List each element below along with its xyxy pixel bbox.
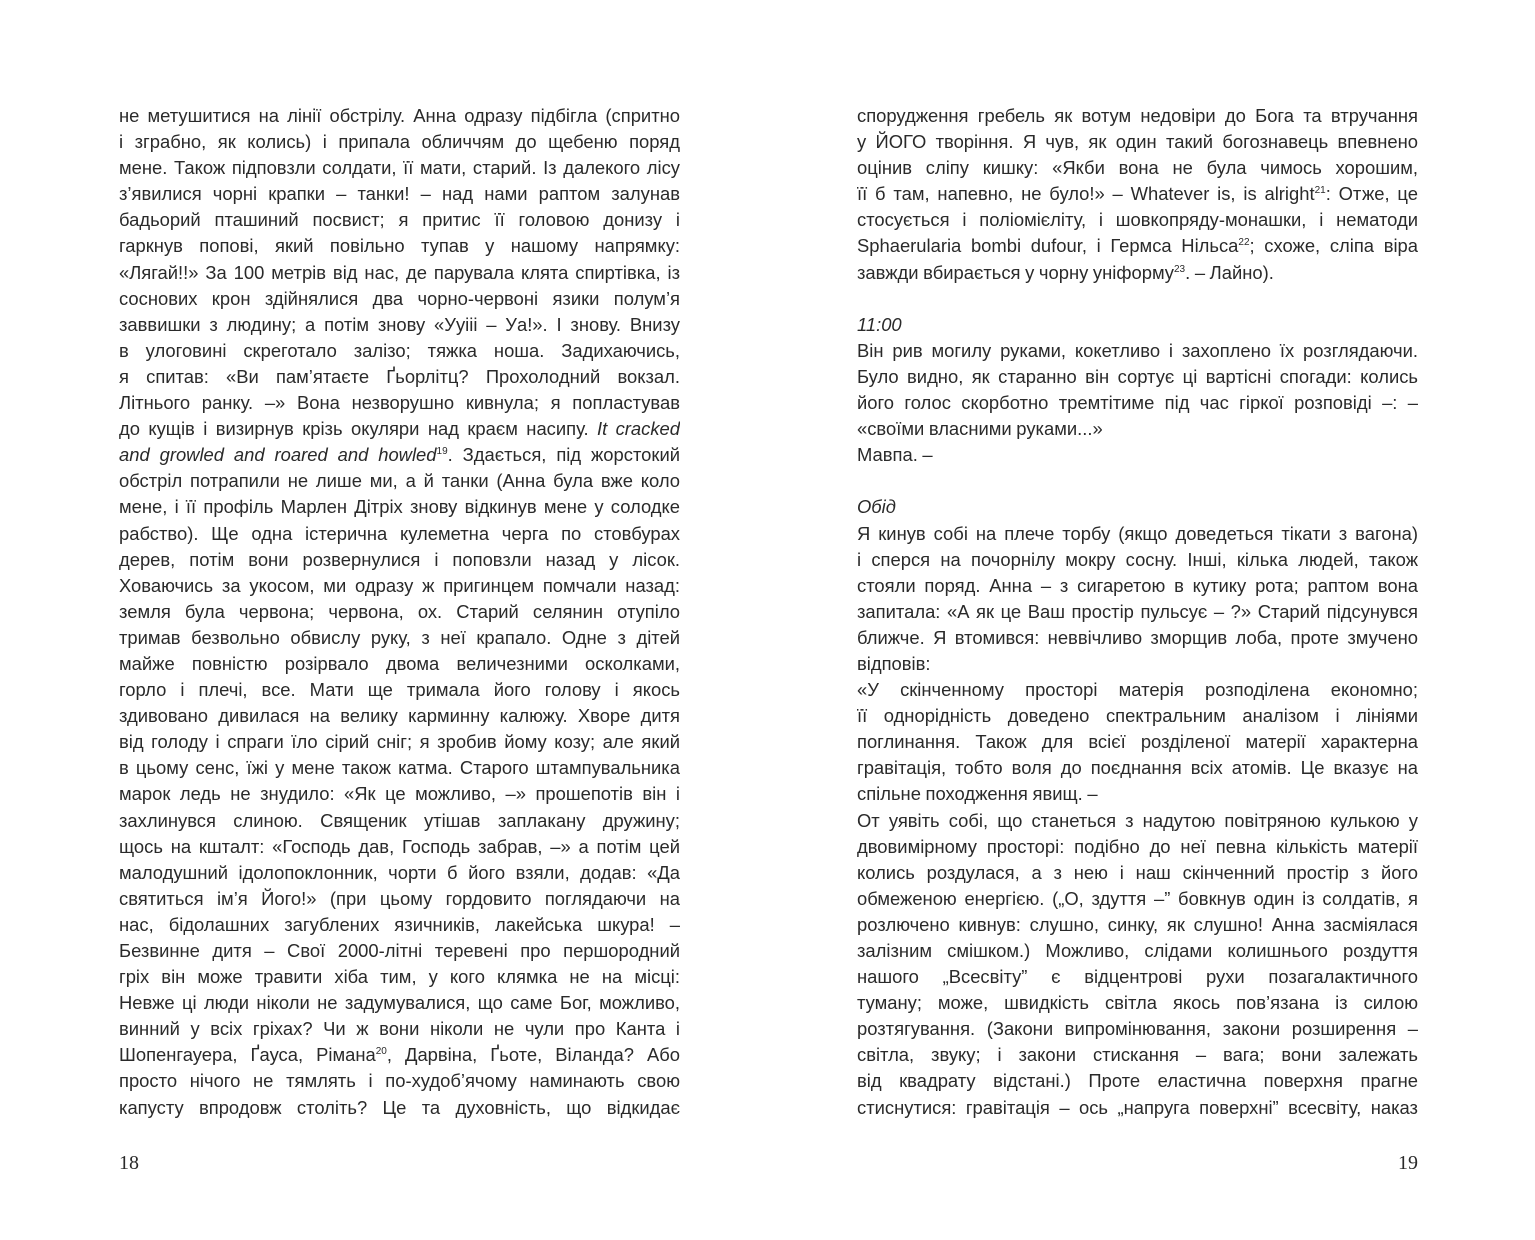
text-line [857, 103, 1418, 129]
text-line [857, 390, 1418, 416]
text-line [857, 1016, 1418, 1042]
text-run: мене, і її профіль Марлен Дітріх знову відкинув мене у солодке [119, 496, 680, 518]
text-run: розлючено кивнув: слушно, синку, як слушно! Анна засміялася [857, 913, 1418, 935]
text-run: гравітація, тобто воля до поєднання всіх атомів. Це вказує на [857, 757, 1418, 779]
right-page-text [857, 103, 1418, 1121]
text-run: двовимірному просторі: подібно до неї певна кількість матерії [857, 835, 1418, 857]
text-line [119, 886, 680, 912]
text-line [857, 129, 1418, 155]
text-run: . Здається, під жорстокий [447, 444, 680, 466]
text-line [119, 260, 680, 286]
text-line [119, 442, 680, 468]
text-line [857, 912, 1418, 938]
text-run: Мавпа. – [857, 444, 933, 466]
text-line [857, 1068, 1418, 1094]
text-line [857, 781, 1418, 807]
text-run: запитала: «А як це Ваш простір пульсує – ?» Старий підсунувся [857, 600, 1418, 622]
text-run: ближче. Я втомився: неввічливо зморщив лоба, проте змучено [857, 626, 1418, 648]
text-line [857, 729, 1418, 755]
text-line [119, 860, 680, 886]
text-line [119, 625, 680, 651]
text-line [119, 129, 680, 155]
text-line [119, 651, 680, 677]
text-line [119, 364, 680, 390]
text-line [119, 207, 680, 233]
text-run: спорудження гребель як вотум недовіри до Бога та втручання [857, 105, 1418, 126]
footnote-marker: 22 [1238, 237, 1250, 249]
text-line [119, 938, 680, 964]
text-line [119, 338, 680, 364]
text-line [857, 521, 1418, 547]
text-line [119, 312, 680, 338]
text-run: мене. Також підповзли солдати, її мати, старий. Із далекого лісу [119, 157, 680, 179]
text-run: марок ледь не знудило: «Як це можливо, –» прошепотів він і [119, 783, 680, 805]
text-run: горло і плечі, все. Мати ще тримала його голову і якось [119, 679, 680, 701]
text-run: з’явилися чорні крапки – танки! – над нами раптом залунав [119, 183, 680, 205]
text-line [857, 990, 1418, 1016]
text-run: оцінив сліпу кишку: «Якби вона не була чимось хорошим, [857, 157, 1418, 179]
text-run: і сперся на почорнілу мокру сосну. Інші, кілька людей, також [857, 548, 1418, 570]
text-run: малодушний ідолопоклонник, чорти б його взяли, додав: «Да [119, 861, 680, 883]
text-line [119, 155, 680, 181]
text-line [857, 703, 1418, 729]
text-line [857, 599, 1418, 625]
text-run: щось на кшталт: «Господь дав, Господь забрав, –» а потім цей [119, 835, 680, 857]
text-run: дерев, потім вони розвернулися і поповзли назад у лісок. [119, 548, 680, 570]
text-line [857, 755, 1418, 781]
text-run: «У скінченному просторі матерія розподілена економно; [857, 679, 1418, 701]
text-run: спільне походження явищ. – [857, 783, 1098, 805]
text-line [857, 181, 1418, 207]
text-line [119, 1095, 680, 1121]
text-run: гріх він може травити хіба тим, у кого клямка не на місці: [119, 966, 680, 988]
text-run: туману; може, швидкість світла якось пов’язана із силою [857, 992, 1418, 1014]
text-line [857, 1095, 1418, 1121]
text-line [119, 599, 680, 625]
text-line [119, 1016, 680, 1042]
text-run: не метушитися на лінії обстрілу. Анна одразу підбігла (спритно [119, 105, 680, 126]
text-line [119, 964, 680, 990]
text-run: нашого „Всесвіту” є відцентрові рухи позагалактичного [857, 966, 1418, 988]
text-line [119, 703, 680, 729]
text-run: стояли поряд. Анна – з сигаретою в кутику рота; раптом вона [857, 574, 1418, 596]
text-line [119, 755, 680, 781]
text-line [857, 260, 1418, 286]
text-line [857, 364, 1418, 390]
text-run: захлинувся слиною. Священик утішав заплакану дружину; [119, 809, 680, 831]
text-run: колись роздулася, а з нею і наш скінченний простір з його [857, 861, 1418, 883]
text-line [119, 547, 680, 573]
blank-line [857, 468, 1418, 494]
text-line [119, 416, 680, 442]
text-run: здивовано дивилася на велику карминну калюжу. Хворе дитя [119, 705, 680, 727]
text-run: Sphaerularia bombi dufour, і Гермса Нільса [857, 235, 1239, 257]
text-run: поглинання. Також для всієї розділеної матерії характерна [857, 731, 1418, 753]
text-run: її однорідність доведено спектральним аналізом і лініями [857, 705, 1418, 727]
text-run: в улоговині скреготало залізо; тяжка ноша. Задихаючись, [119, 339, 680, 361]
text-run: : Отже, це [1325, 183, 1418, 205]
text-line [119, 494, 680, 520]
text-run: ; схоже, сліпа віра [1249, 235, 1418, 257]
text-run: . – Лайно). [1185, 261, 1274, 283]
text-run: рабство). Ще одна істерична кулеметна черга по стовбурах [119, 522, 680, 544]
text-line [119, 233, 680, 259]
text-run: «своїми власними руками...» [857, 418, 1103, 440]
text-run: тримав безвольно обвислу руку, з неї крапало. Одне з дітей [119, 626, 680, 648]
text-line [119, 103, 680, 129]
text-line [857, 808, 1418, 834]
footnote-marker: 19 [436, 446, 448, 458]
text-run: винний у всіх гріхах? Чи ж вони ніколи не чули про Канта і [119, 1018, 680, 1040]
text-run: світла, звуку; і закони стискання – вага; вони залежать [857, 1044, 1418, 1066]
text-run: святиться ім’я Його!» (при цьому гордовито поглядаючи на [119, 887, 680, 909]
text-run: , Дарвіна, Ґьоте, Віланда? Або [386, 1044, 680, 1066]
text-line [119, 808, 680, 834]
footnote-marker: 20 [375, 1046, 387, 1058]
text-line [119, 834, 680, 860]
text-line [119, 729, 680, 755]
text-run: просто нічого не тямлять і по-худоб’ячому наминають свою [119, 1070, 680, 1092]
text-run: я спитав: «Ви пам’ятаєте Ґьорлітц? Прохолодний вокзал. [119, 365, 680, 387]
footnote-marker: 21 [1314, 185, 1326, 197]
text-line [857, 834, 1418, 860]
text-line [119, 912, 680, 938]
left-page-text [119, 103, 680, 1121]
left-page-number: 18 [119, 1152, 139, 1174]
blank-line [857, 286, 1418, 312]
text-line [119, 990, 680, 1016]
text-line [119, 468, 680, 494]
text-line [857, 494, 1418, 520]
text-line [857, 1042, 1418, 1068]
text-line [857, 938, 1418, 964]
text-line [119, 286, 680, 312]
text-run: Безвинне дитя – Свої 2000-літні теревені про першородний [119, 940, 680, 961]
text-line [857, 155, 1418, 181]
text-run: від квадрату відстані.) Проте еластична поверхня прагне [857, 1070, 1418, 1092]
text-run: в цьому сенс, їжі у мене також катма. Старого штампувальника [119, 757, 680, 779]
text-line [857, 651, 1418, 677]
text-run: бадьорий пташиний посвист; я притис її головою донизу і [119, 209, 680, 231]
italic-text: Обід [857, 496, 896, 518]
text-run: майже повністю розірвало двома величезними осколками, [119, 652, 680, 674]
text-line [857, 338, 1418, 364]
text-run: Невже ці люди ніколи не задумувалися, що саме Бог, можливо, [119, 992, 680, 1014]
text-run: стосується і поліомієліту, і шовкопряду-монашки, і нематоди [857, 209, 1418, 231]
text-run: обмеженою енергією. („О, здуття –” бовкнув один із солдатів, я [857, 887, 1418, 909]
text-run: до кущів і визирнув крізь окуляри над краєм насипу. [119, 418, 597, 440]
text-line [857, 625, 1418, 651]
footnote-marker: 23 [1174, 263, 1186, 275]
text-run: залізним смішком.) Можливо, слідами колишнього роздуття [857, 940, 1418, 961]
italic-text: It cracked [596, 418, 680, 440]
text-run: Ховаючись за укосом, ми одразу ж пригинцем помчали назад: [119, 574, 680, 596]
text-line [857, 964, 1418, 990]
text-run: її б там, напевно, не було!» – Whatever is, is alright [857, 183, 1315, 205]
text-line [857, 207, 1418, 233]
text-run: земля була червона; червона, ох. Старий селянин отупіло [119, 600, 680, 622]
text-line [857, 312, 1418, 338]
text-line [857, 547, 1418, 573]
text-run: відповів: [857, 652, 931, 674]
right-page-number: 19 [1398, 1152, 1418, 1174]
text-run: нас, бідолашних загублених язичників, лакейська шкура! – [119, 913, 680, 935]
text-line [857, 416, 1418, 442]
text-run: Він рив могилу руками, кокетливо і захоплено їх розглядаючи. [857, 339, 1418, 361]
text-line [119, 781, 680, 807]
text-line [119, 390, 680, 416]
text-run: обстріл потрапили не лише ми, а й танки (Анна була вже коло [119, 470, 680, 492]
text-line [857, 860, 1418, 886]
italic-text: and growled and roared and howled [119, 444, 437, 466]
text-run: заввишки з людину; а потім знову «Ууііі – Уа!». І знову. Внизу [119, 313, 680, 335]
text-run: Я кинув собі на плече торбу (якщо доведеться тікати з вагона) [857, 522, 1418, 544]
text-run: завжди вбирається у чорну уніформу [857, 261, 1174, 283]
text-line [119, 573, 680, 599]
text-run: От уявіть собі, що станеться з надутою повітряною кулькою у [857, 809, 1418, 831]
text-run: його голос скорботно тремтітиме під час гіркої розповіді –: – [857, 392, 1418, 414]
text-line [857, 573, 1418, 599]
text-run: соснових крон здійнялися два чорно-червоні язики полум’я [119, 287, 680, 309]
text-run: стиснутися: гравітація – ось „напруга поверхні” всесвіту, наказ [857, 1096, 1418, 1118]
text-line [119, 181, 680, 207]
italic-text: 11:00 [857, 313, 902, 335]
text-line [857, 677, 1418, 703]
text-line [119, 1042, 680, 1068]
text-run: «Лягай!!» За 100 метрів від нас, де парувала клята спиртівка, із [119, 261, 680, 283]
text-run: капусту впродовж століть? Це та духовність, що відкидає [119, 1096, 680, 1118]
text-run: Шопенгауера, Ґауса, Рімана [119, 1044, 376, 1066]
text-line [119, 1068, 680, 1094]
text-run: гаркнув попові, який повільно тупав у нашому напрямку: [119, 235, 680, 257]
text-run: Літнього ранку. –» Вона незворушно кивнула; я попластував [119, 392, 680, 414]
text-line [119, 677, 680, 703]
text-line [857, 442, 1418, 468]
text-run: у ЙОГО творіння. Я чув, як один такий богознавець впевнено [857, 131, 1418, 153]
text-run: Було видно, як старанно він сортує ці вартісні спогади: колись [857, 365, 1418, 387]
text-run: від голоду і спраги їло сірий сніг; я зробив йому козу; але який [119, 731, 680, 753]
text-line [857, 886, 1418, 912]
text-run: розтягування. (Закони випромінювання, закони розширення – [857, 1018, 1418, 1040]
text-line [119, 521, 680, 547]
text-run: і зграбно, як колись) і припала обличчям до щебеню поряд [119, 131, 680, 153]
text-line [857, 233, 1418, 259]
